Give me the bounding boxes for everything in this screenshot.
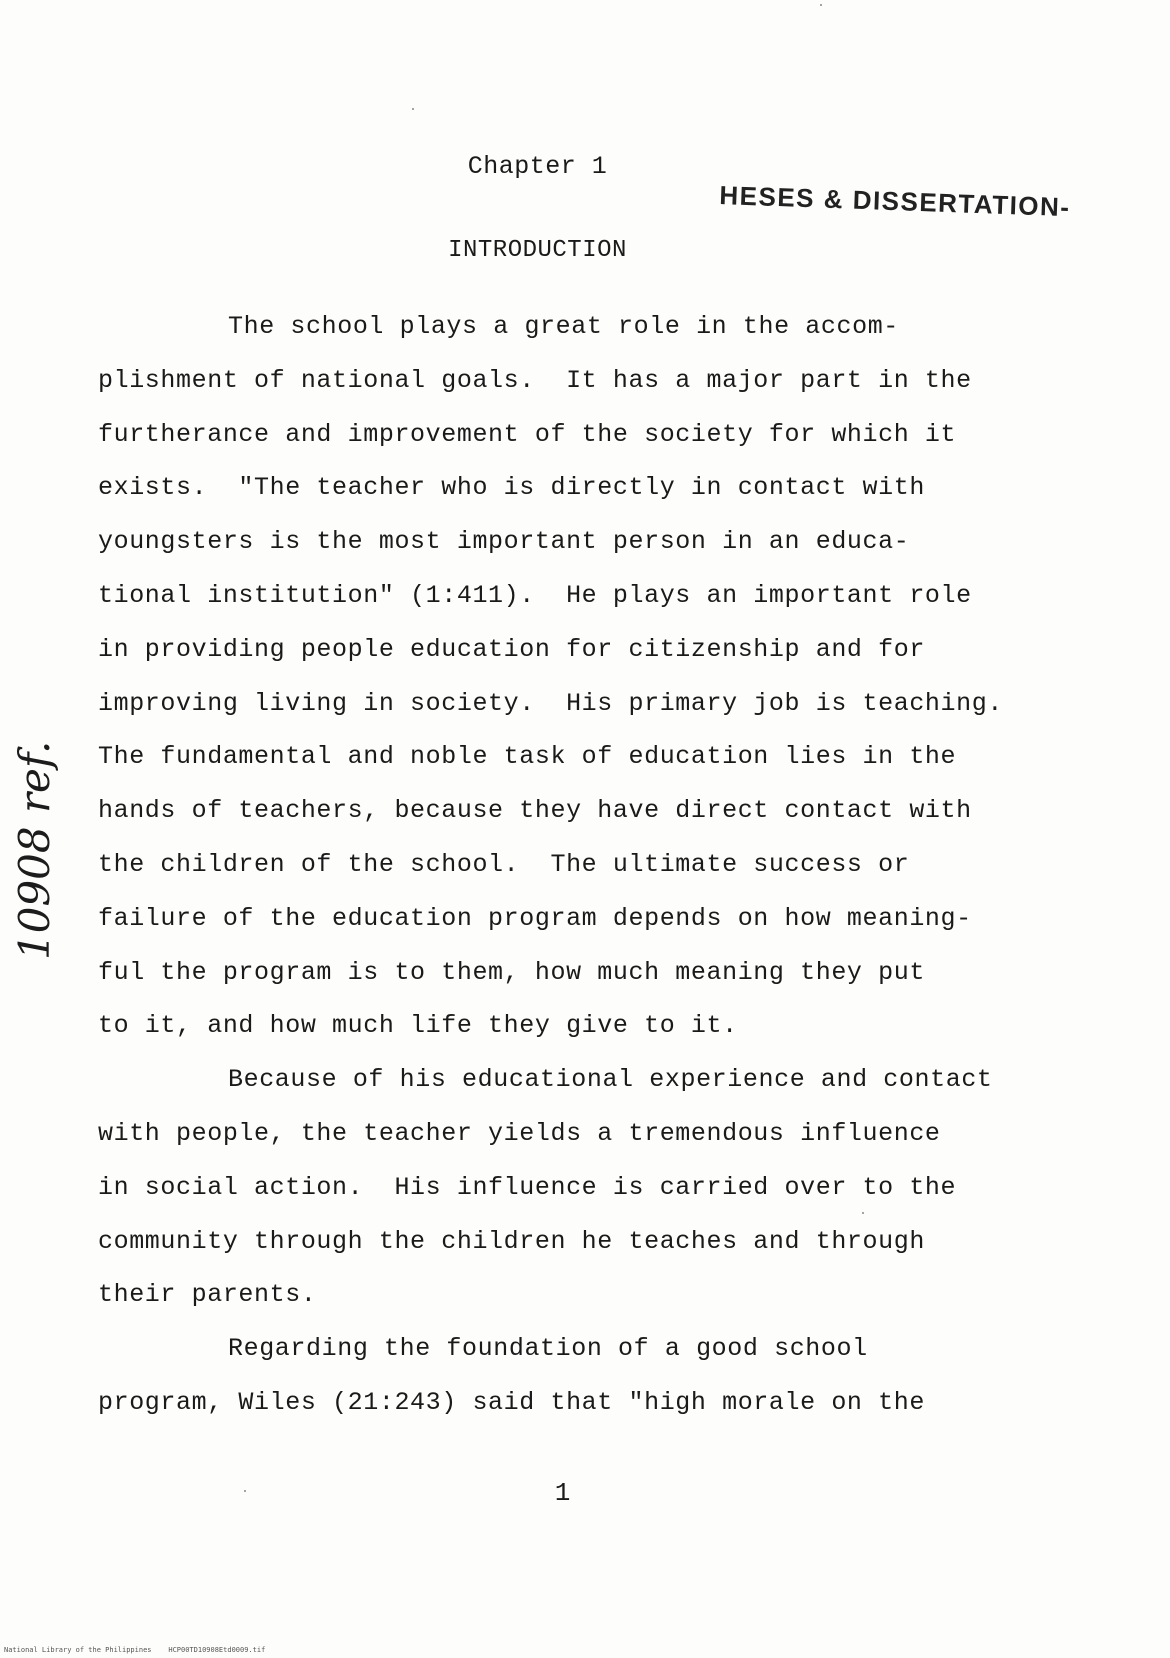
body-text: [98, 312, 1058, 1442]
theses-dissertation-stamp: HESES & DISSERTATION-: [718, 180, 1072, 223]
text-line: youngsters is the most important person in an educa-: [98, 527, 910, 557]
scan-speck: [244, 1490, 246, 1492]
text-line: to it, and how much life they give to it.: [98, 1011, 738, 1041]
text-line: Because of his educational experience and contact: [228, 1065, 993, 1095]
text-line: hands of teachers, because they have direct contact with: [98, 796, 972, 826]
scan-speck: [412, 108, 414, 110]
text-line: The school plays a great role in the accom-: [228, 312, 899, 341]
text-line: with people, the teacher yields a tremendous influence: [98, 1118, 941, 1148]
text-line: program, Wiles (21:243) said that "high morale on the: [98, 1387, 925, 1417]
chapter-label: Chapter 1: [467, 152, 608, 181]
text-line: in social action. His influence is carried over to the: [98, 1172, 957, 1202]
text-line: Regarding the foundation of a good school: [228, 1334, 868, 1364]
handwritten-margin-note: 10908 ref.: [10, 740, 59, 960]
page-number: 1: [554, 1478, 571, 1508]
text-line: furtherance and improvement of the society for which it: [98, 419, 957, 449]
text-line: failure of the education program depends on how meaning-: [98, 903, 972, 933]
text-line: their parents.: [98, 1280, 317, 1310]
text-line: improving living in society. His primary job is teaching.: [98, 688, 1003, 718]
scan-footer: National Library of the Philippines HCP00TD10908Etd0009.tif: [4, 1646, 266, 1654]
text-line: ful the program is to them, how much meaning they put: [98, 957, 925, 987]
text-line: tional institution" (1:411). He plays an important role: [98, 580, 972, 610]
text-line: in providing people education for citizenship and for: [98, 634, 925, 664]
text-line: community through the children he teaches and through: [98, 1226, 925, 1256]
scan-speck: [820, 4, 822, 6]
text-line: the children of the school. The ultimate success or: [98, 849, 910, 879]
text-line: exists. "The teacher who is directly in contact with: [98, 473, 925, 503]
text-line: plishment of national goals. It has a major part in the: [98, 365, 972, 395]
text-line: The fundamental and noble task of education lies in the: [98, 742, 957, 772]
section-heading: INTRODUCTION: [448, 237, 627, 264]
scan-speck: [862, 1212, 864, 1214]
